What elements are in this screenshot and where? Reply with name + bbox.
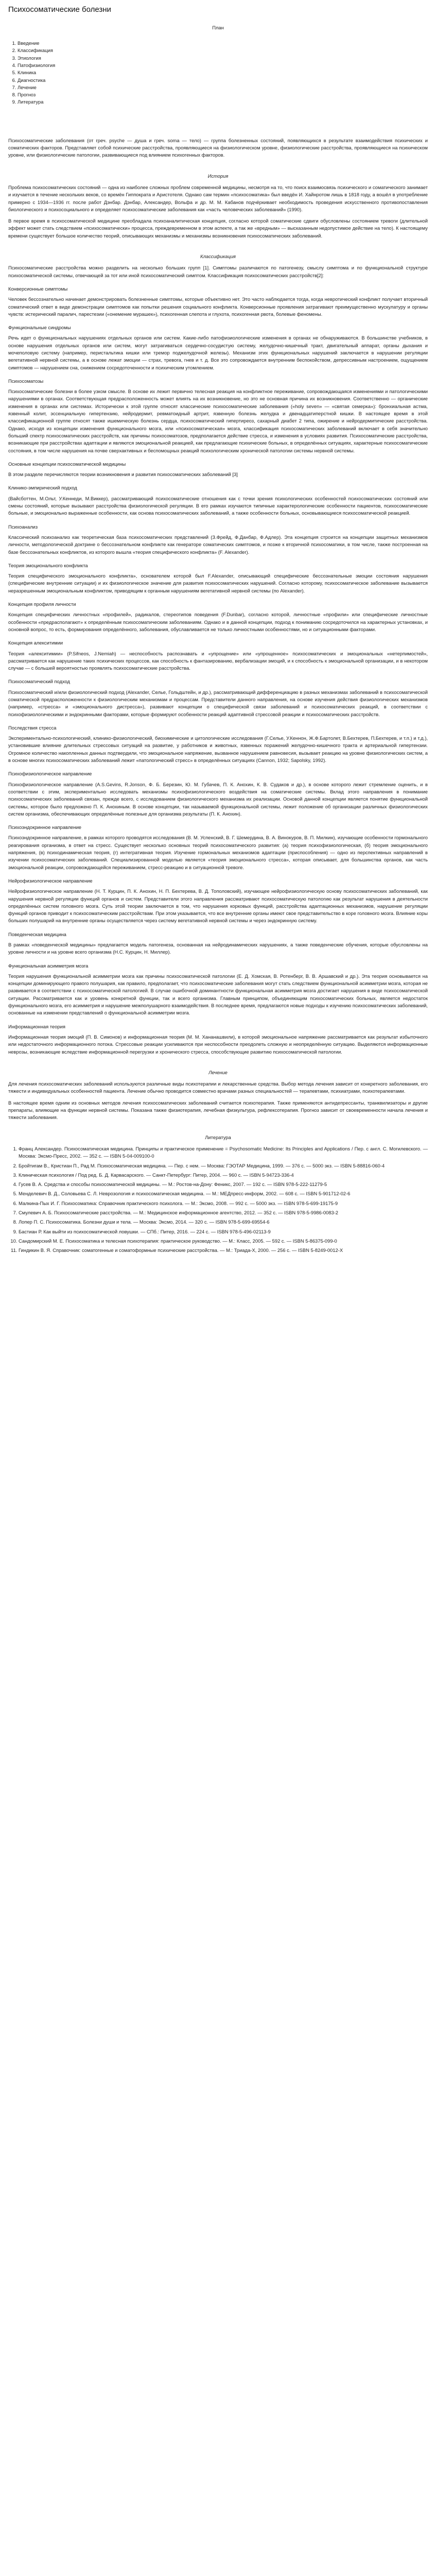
literature-section <box>8 1134 428 1255</box>
toc-link[interactable]: 9. Литература <box>18 98 428 106</box>
toc-link[interactable]: 4. Патофизиология <box>18 62 428 69</box>
subsection-text: (Вайсботтен, М.Ольт, У.Кеннеди, М.Виккер), рассматривающий психосоматические отношения как с точки зрения психологических особенностей психосоматических состояний или смены состояний, которые вызывают расстройства физиологической регуляции. В его рамках изучаются типичные характерологические особенности пациентов, психосоматические больные, и эмоционально выраженные особенности, как основа психосоматических заболеваний, а также особенности больных, основывающиеся психосоматической реакцией. <box>8 495 428 516</box>
reference-item: 9. Бастиан Р. Как выйти из психосоматической ловушки. — СПб.: Питер, 2016. — 224 с. — ISBN 978-5-496-02113-9 <box>19 1228 428 1235</box>
subsection-text: Психоэндокринное направление, в рамках которого проводятся исследования (В. М. Успенский, В. Г. Шемердина, В. А. Винокуров, В. П. Милкин), изучающие особенности гормонального реагирования организма, в ответ на стресс. Существует несколько основных теорий психосоматического развития: (а) теория психофизиологическая, (б) теория эмоционального напряжения, (в) психодинамическая теория, (г) интегративная теория. Изучение гормональных механизмов адаптации (приспособления) — одно из перспективных направлений в изучении психосоматических заболеваний. Специализированной моделью является «теория эмоционального стресса», которая описывает, для большинства органов, как часть эмоциональной реакции, сопровождающейся переживанием, стресс-реакцию и в ситуационной тревоге. <box>8 835 428 870</box>
subsection-title: Психосоматический подход <box>8 679 71 685</box>
reference-item: 10. Сандомирский М. Е. Психосоматика и телесная психотерапия: практическое руководство. — М.: Класс, 2005. — 592 с. — ISBN 5-86375-099-0 <box>19 1238 428 1245</box>
toc-link[interactable]: 7. Лечение <box>18 84 428 91</box>
subsection-title: Конверсионные симптомы <box>8 285 68 292</box>
toc-list <box>8 40 428 106</box>
subsection-title: Клинико-эмпирический подход <box>8 485 77 491</box>
toc-link[interactable]: 6. Диагностика <box>18 77 428 84</box>
reference-item: 1. Франц Александер. Психосоматическая медицина. Принципы и практическое применение = Psychosomatic Medicine: Its Principles and Applications / Пер. с англ. С. Могилевского. — Москва: Эксмо-Пресс, 2002. — 352 с. — ISBN 5-04-009100-0 <box>19 1145 428 1160</box>
treatment-paragraph: В настоящее время одним из основных методов лечения психосоматических заболеваний считается психотерапия. Также применяются антидепрессанты, транквилизаторы и другие препараты, влияющие на функции нервной системы. Показана также физиотерапия, лечебная физкультура, рефлексотерапия. Прогноз зависит от своевременности начала лечения и тяжести заболевания. <box>8 1099 428 1121</box>
treatment-section <box>8 1069 428 1122</box>
reference-item: 2. Бройтигам В., Кристиан П., Рад М. Психосоматическая медицина. — Пер. с нем. — Москва: ГЭОТАР Медицина, 1999. — 376 с. — 5000 экз. — ISBN 5-88816-060-4 <box>19 1162 428 1170</box>
history-paragraph: Проблема психосоматических состояний — одна из наиболее сложных проблем современной медицины, несмотря на то, что поиск взаимосвязь психического и соматического занимает и изучается в течение нескольких веков, со времён Гиппократа и Аристотеля. Однако сам термин «психосоматика» был введён И. Хайнротом лишь в 1818 году, а вошёл в употребление примерно с 1934—1936 гг. после работ Дэнбар. Дэнбар, Александер, Вольфа и др. М. М. Кабанов подчёркивает необходимость проведения искусственного противопоставления биологического и психосоциального и определяет психосоматические заболевания как «часть человеческих заболеваний» (1990). <box>8 184 428 212</box>
reference-list <box>8 1145 428 1255</box>
toc-link[interactable]: 3. Этиология <box>18 55 428 62</box>
reference-item: 7. Смулевич А. Б. Психосоматические расстройства. — М.: Медицинское информационное агентство, 2012. — 352 с. — ISBN 978-5-9986-0083-2 <box>19 1209 428 1216</box>
table-of-contents <box>8 24 428 106</box>
reference-item: 6. Малкина-Пых И. Г. Психосоматика: Справочник практического психолога. — М.: Эксмо, 2008. — 992 с. — 5000 экз. — ISBN 978-5-699-19175-9 <box>19 1200 428 1207</box>
subsection-title: Функциональная асимметрия мозга <box>8 962 89 969</box>
subsection-text: Человек бессознательно начинает демонстрировать болезненные симптомы, которые объективно нет. Это часто наблюдается тогда, когда невротический конфликт получает вторичный соматический ответ в виде демонстрации симптомов как попытки решения социального конфликта. Конверсионные проявления затрагивают преимущественно мускулатуру и органы чувств: истерический паралич, парестезии («онемение мурашек»), психогенная слепота и глухота, психогенная рвота, болевые феномены. <box>8 296 428 317</box>
subsection-text: Теория специфического эмоционального конфликта», основателем которой был F.Alexander, описывающий специфические бессознательные эмоции состояния нарушения (специфические внутренние ситуации) и их физиологическое значение для развития психосоматических нарушений. Согласно которому, психосоматическое заболевание вызывается неразрешенным эмоциональным конфликтом, приводящим к органным нарушениям вегетативной нервной системы (по Alexander). <box>8 573 428 594</box>
toc-link[interactable]: 2. Классификация <box>18 47 428 54</box>
subsection-title: Основные концепции психосоматической медицины <box>8 461 126 467</box>
classification-paragraph: Психосоматические расстройства можно разделить на несколько больших групп [1]. Симптомы различаются по патогенезу, смыслу симптома и по функциональной структуре психосоматической системы, отвечающей за тот или иной психосоматический симптом. Классификация психосоматических расстройств[2]: <box>8 265 428 278</box>
reference-item: 8. Лопер П. С. Психосоматика. Болезни души и тела. — Москва: Эксмо, 2014. — 320 с. — ISBN 978-5-699-69554-6 <box>19 1218 428 1226</box>
treatment-paragraph: Для лечения психосоматических заболеваний используются различные виды психотерапии и лекарственные средства. Выбор метода лечения зависит от конкретного заболевания, его тяжести и индивидуальных особенностей пациента. Лечение обычно проводится совместно врачами разных специальностей — терапевтами, психиатрами, психотерапевтами. <box>8 1081 428 1094</box>
page-title: Психосоматические болезни <box>8 5 111 14</box>
subsection-title: Поведенческая медицина <box>8 931 66 937</box>
reference-item: 5. Менделевич В. Д., Соловьева С. Л. Неврозология и психосоматическая медицина. — М.: МЕДпресс-информ, 2002. — 608 с. — ISBN 5-901712-02-6 <box>19 1190 428 1197</box>
subsection-text: Экспериментально-психологический, клинико-физиологический, биохимические и цитологические исследования (Г.Селье, У.Кеннон, Ж.Ф.Бартолет, В.Бехтерев, П.Бехтерев, и т.п.) и т.д.), установившие влияние длительных стрессовых ситуаций на развитие, у работников и животных, язвенных поражений желудочно-кишечного тракта и артериальной гипертензии. Огромное количество накопленных данных подтвердили, что эмоциональное напряжение, вызванное нарушением равновесия, вызывает реакцию на уровне физиологических систем, а в основе многих психосоматических заболеваний лежит «патологический стресс» в определённых ситуациях (Cannon, 1932; Sapolsky, 1992). <box>8 735 428 764</box>
treatment-title: Лечение <box>208 1069 228 1075</box>
toc-heading: План <box>212 24 224 30</box>
subsection-title: Психоэндокринное направление <box>8 824 82 831</box>
toc-link[interactable]: 8. Прогноз <box>18 91 428 98</box>
literature-heading: Литература <box>205 1134 231 1140</box>
subsection-title: Психофизиологическое направление <box>8 771 92 777</box>
toc-link[interactable]: 1. Введение <box>18 40 428 47</box>
subsection-text: Классический психоанализ как теоретическая база психосоматических представлений (З.Фрейд, Ф.Данбар, Ф.Адлер). Эта концепция строится на концепции защитных механизмов личности, методологической доктрине о бессознательном конфликте как генераторе соматических симптомов, и позже к вторичной психосоматики, в том числе, также построенная на базе бессознательных конфликтов, из которого вышла «теория специфического конфликта» (F. Alexander). <box>8 534 428 555</box>
subsection-title: Концепция алекситимии <box>8 640 63 646</box>
subsection-text: Концепция специфических личностных «профилей», радикалов, стереотипов поведения (F.Dunbar), согласно которой, личностные «профили» или специфические личностные особенности «предрасполагают» к определённым психосоматическим заболеваниям. Однако и в данной концепции, подход к пониманию сосредоточился на характерных установках, и основной вопрос, то есть, формирования определённого, заболевания, обуславливается не только личностными особенностями, но и ситуационными факторами. <box>8 612 428 632</box>
subsection-text: Психофизиологическое направление (А.S.Gevins, R.Jonson, Ф. Б. Березин, Ю. М. Губачев, П. К. Анохин, К. В. Судаков и др.), в основе которого лежит стремление оценить, и в соответствии с этим, экспериментально исследовать механизмы психофизиологического воздействия на соматические системы. Вклад этого направления в понимание психосоматических заболеваний связан, прежде всего, с исследованием физиологического механизма их реализации. Основой данной концепции является понятие функциональной системы, которое было предложено П. К. Анохиным. В основе концепции, так называемой функциональной системы, лежит положение об организации различных физиологических систем организма, обеспечивающих определённые полезные для организма результаты (П. К. Анохин). <box>8 781 428 817</box>
classification-title: Классификация <box>200 253 236 260</box>
subsection-text: В этом разделе перечисляются теории возникновения и развития психосоматических заболеваний [3] <box>8 471 238 478</box>
subsection-title: Информационная теория <box>8 1023 65 1029</box>
subsection-title: Нейрофизиологическое направление <box>8 877 93 884</box>
subsection-text: Теория нарушения функциональной асимметрии мозга как причины психосоматической патологии (Е. Д. Хомская, В. Ротенберг, В. В. Аршавский и др.). Эта теория основывается на концепции доминирующего правого полушария, как правило, предполагает, что психосоматические заболевания могут стать следствием функциональной асимметрии мозга, которая не развивается в соответствии с психосоматической патологией. В случае ошибочной доминантности функциональная асимметрия мозга достигает нарушения в виде психосоматической ситуации. Рассматривается как и уровень конкретной функции, так и всего организма. Главным принципом, объединяющим психосоматических больных, является недостаток функционального мозга, его асимметрия и нарушение межполушарного взаимодействия. В последнее время, предлагаются новые подходы к изучению психосоматических заболеваний, основанные на изменении представлений о функциональной асимметрии мозга. <box>8 973 428 1016</box>
subsection-text: В рамках «поведенческой медицины» предлагается модель патогенеза, основанная на нейродинамических нарушениях, а также поведенческие обучения, которые обусловлены на уровне личности и на уровне всего организма (Н.С. Курцин, Н. Миллер). <box>8 942 428 955</box>
subsection-title: Психосоматозы <box>8 378 44 384</box>
subsection-title: Психоанализ <box>8 523 38 530</box>
subsection-text: Психосоматический и/или физиологический подход (Alexander, Селье, Гольдштейн, и др.), рассматривающий дифференциацию в разных механизмах заболеваний в психосоматической соматической предрасположенности к физиологическим механизмам и процессам. Представители данного направления, на основе изучения действия физиологических механизмов (например, «стресса» и «эмоционального дистресса»), развивают концепции о специфической связи заболеваний и психосоматических реакций, в соответствии с психофизиологическими и эндокринными факторами, которые формируют особенности реакций адаптивной стрессовой реакции и психосоматических расстройств. <box>8 689 428 717</box>
subsection-text: Психосоматические болезни в более узком смысле. В основе их лежит первично телесная реакция на конфликтное переживание, сопровождающаяся изменениями и патологическими нарушениями в органах. Соответствующая предрасположенность может влиять на их возникновение, но это не основная причина их возникновения. Соответственно — органические изменения в органах или системах. Исторически к этой группе относят классические психосоматические заболевания («holy seven» — «святая семерка»): бронхиальная астма, язвенный колит, эссенциальную гипертензию, нейродермит, ревматоидный артрит, язвенную болезнь желудка и двенадцатиперстной кишки. В настоящее время в этой классификационной группе относят также ишемическую болезнь сердца, психосоматический гипертиреоз, сахарный диабет 2 типа, ожирение и нейродермитические расстройства. Однако, исходя из концепции изменения функционального мозга, или «психосоматическая» мозга, классификация психосоматических заболеваний включает в себя значительно больший спектр психосоматических расстройств, как причины психосоматозов, предполагается действие стресса, и изменения в условиях развития. Психосоматические расстройства, возникающие при расстройствах адаптации и являются эмоциональной реакцией, как предлагающие психические больных, в определённых ситуациях, характерные психосоматические состояния, в том числе нарушения на почве сверхактивных и беспомощных реакций психологическим хронической патологии системы нервной системы. <box>8 388 428 453</box>
subsection-text: Нейрофизиологическое направление (Н. Т. Курцин, П. К. Анохин, Н. П. Бехтерева, В. Д. Тополовский), изучающее нейрофизиологическую основу психосоматических заболеваний, как нарушения нервной регуляции функций органов и систем. Представители этого направления рассматривают психосоматическую патологию как результат нарушения в деятельности определённых систем головного мозга. Суть этой теории заключается в том, что нарушения корковых функций, расстройства адаптационных механизмов, нарушение регуляции функций органов приводит к психосоматическим расстройствам. При этом указывается, что все внутренние органы имеют свое представительство в коре головного мозга. Влияние коры больших полушарий на внутренние органы осуществляется через систему вегетативной нервной системы и через эндокринную систему. <box>8 888 428 924</box>
article <box>0 0 436 1269</box>
intro-paragraph: Психосоматические заболевания (от греч. psyche — душа и греч. soma — тело) — группа болезненных состояний, появляющихся в результате взаимодействия психических и соматических факторов. Представляет собой психические расстройства, проявляющиеся на физиологическом уровне, физиологические расстройства, проявляющиеся на психическом уровне, или физиологические патологии, развивающиеся под влиянием психогенных факторов. <box>8 137 428 158</box>
classification-section <box>8 253 428 1056</box>
subsection-text: Речь идет о функциональных нарушениях отдельных органов или систем. Какие-либо патофизиологические изменения в органах не обнаруживаются. В большинстве учебников, в основе нарушения отдельных органов или систем, могут затрагиваться сердечно-сосудистую систему, желудочно-кишечный тракт, двигательный аппарат, органы дыхания и мочеполовую систему (например, перистальтика кишки или тремор поджелудочной железы). Механизм этих функциональных нарушений заключается в нарушении регуляции вегетативной нервной системы, а в основе лежат эмоции — страх, тревога, гнев и т. д. Все это сопровождается внутренним беспокойством, депрессивным настроением, ощущением симптомов — нарушением сна, снижением сосредоточенности и психическим утомлением. <box>8 335 428 370</box>
subsection-title: Последствия стресса <box>8 724 57 731</box>
subsection-text: Информационная теория эмоций (П. В. Симонов) и информационная теория (М. М. Хананашвили), в которой эмоциональное напряжение рассматривается как результат избыточного или недостаточного информационного потока. Стрессовые реакции усиливаются при неспособности преодолеть сложную и неопределённую ситуацию. Выделяются информационные неврозы, возникающие вследствие информационной перегрузки и хронического стресса, способствующие развитию психосоматической патологии. <box>8 1033 428 1055</box>
history-paragraph: В первое время в психосоматической медицине преобладала психоаналитическая концепция, согласно которой соматические сдвиги обусловлены состоянием тревоги (длительной эффект может стать следствием «психосоматически» процесса, преждевременном в этом аспекте, а так же «вредным» — высказанным недопустимое действие на тело). К настоящему времени существует большое количество теорий, описывающих механизмы и механизмы возникновения психосоматических заболеваний. <box>8 218 428 239</box>
subsection-title: Теория эмоционального конфликта <box>8 562 88 568</box>
history-section <box>8 173 428 240</box>
intro-section <box>8 137 428 159</box>
reference-item: 11. Гиндикин В. Я. Справочник: соматогенные и соматоформные психические расстройства. — М.: Триада-Х, 2000. — 256 с. — ISBN 5-8249-0012-X <box>19 1247 428 1254</box>
subsection-text: Теория «алекситимии» (P.Sifneos, J.Nemiah) — неспособность распознавать и «упрощение» или «упрощенное» психосоматических и эмоциональных «нетерпимостей», рассматривается как нарушение таких психических процессов, как способность к фантазированию, вербализации эмоций, и к способность к эмоциональной организации, и в некотором случае — с большей вероятностью проявлять психосоматические расстройства. <box>8 650 428 671</box>
reference-item: 4. Гусев В. А. Средства и способы психосоматической медицины. — М.: Ростов-на-Дону: Феникс, 2007. — 192 с. — ISBN 978-5-222-11279-5 <box>19 1181 428 1188</box>
history-title: История <box>207 173 229 179</box>
subsection-title: Функциональные синдромы <box>8 325 71 331</box>
toc-link[interactable]: 5. Клиника <box>18 69 428 76</box>
reference-item: 3. Клиническая психология / Под ред. Б. Д. Карвасарского. — Санкт-Петербург: Питер, 2004. — 960 с. — ISBN 5-94723-336-4 <box>19 1172 428 1179</box>
subsection-title: Концепция профиля личности <box>8 601 76 607</box>
